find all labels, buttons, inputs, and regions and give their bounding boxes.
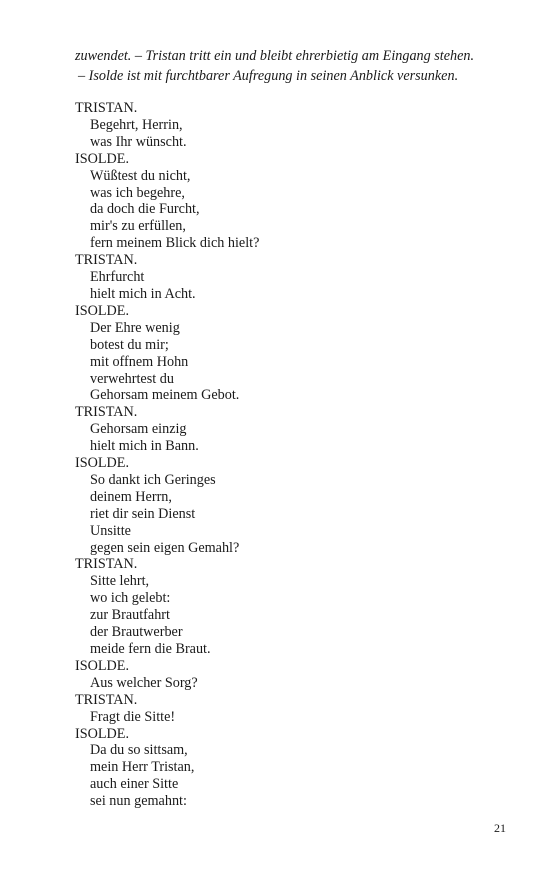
verse-line: auch einer Sitte <box>90 776 179 793</box>
verse-line: Gehorsam meinem Gebot. <box>90 387 240 404</box>
verse-line: Aus welcher Sorg? <box>90 674 198 691</box>
speech-block <box>75 404 515 455</box>
verse-line: mir's zu erfüllen, <box>90 218 186 235</box>
verse-line: botest du mir; <box>90 336 169 353</box>
speech-block <box>75 658 515 692</box>
verse-line: zur Brautfahrt <box>90 607 170 624</box>
stage-direction-line: – Isolde ist mit furchtbarer Aufregung in seinen Anblick versunken. <box>78 68 459 84</box>
speech-block <box>75 455 515 556</box>
speaker-name: TRISTAN. <box>75 556 138 573</box>
verse-line: gegen sein eigen Gemahl? <box>90 539 240 556</box>
speech-block <box>75 252 515 303</box>
speaker-name: ISOLDE. <box>75 302 129 319</box>
verse-line: Begehrt, Herrin, <box>90 116 183 133</box>
verse-line: meide fern die Braut. <box>90 641 211 657</box>
verse-line: mein Herr Tristan, <box>90 759 195 776</box>
speech-block <box>75 726 515 811</box>
speech-block <box>75 303 515 404</box>
verse-line: mit offnem Hohn <box>90 353 189 370</box>
speech-block <box>75 151 515 252</box>
page-number: 21 <box>494 821 506 835</box>
verse-line: Da du so sittsam, <box>90 742 188 759</box>
verse-line: Der Ehre wenig <box>90 319 180 336</box>
verse-line: Sitte lehrt, <box>90 573 150 590</box>
speaker-name: TRISTAN. <box>75 404 138 421</box>
verse-line: hielt mich in Acht. <box>90 285 196 302</box>
verse-line: da doch die Furcht, <box>90 201 200 218</box>
verse-line: der Brautwerber <box>90 624 183 641</box>
speaker-name: TRISTAN. <box>75 691 138 708</box>
speaker-name: TRISTAN. <box>75 252 138 269</box>
speaker-name: ISOLDE. <box>75 150 129 167</box>
stage-direction <box>75 46 515 86</box>
speaker-name: TRISTAN. <box>75 100 138 116</box>
speaker-name: ISOLDE. <box>75 657 129 674</box>
verse-line: Ehrfurcht <box>90 269 145 286</box>
verse-line: hielt mich in Bann. <box>90 438 199 455</box>
verse-line: was ich begehre, <box>90 184 185 201</box>
verse-line: So dankt ich Geringes <box>90 471 216 488</box>
verse-line: Gehorsam einzig <box>90 421 187 438</box>
speech-block <box>75 100 515 151</box>
verse-line: was Ihr wünscht. <box>90 133 187 150</box>
verse-line: deinem Herrn, <box>90 488 172 505</box>
verse-line: verwehrtest du <box>90 370 174 387</box>
speaker-name: ISOLDE. <box>75 725 129 742</box>
dialogue <box>75 100 515 810</box>
stage-direction-line: zuwendet. – Tristan tritt ein und bleibt ehrerbietig am Eingang stehen. <box>75 48 475 64</box>
speaker-name: ISOLDE. <box>75 455 129 472</box>
speech-block <box>75 556 515 657</box>
verse-line: fern meinem Blick dich hielt? <box>90 235 260 252</box>
speech-block <box>75 692 515 726</box>
verse-line: wo ich gelebt: <box>90 590 171 607</box>
verse-line: sei nun gemahnt: <box>90 793 187 810</box>
verse-line: Unsitte <box>90 522 131 539</box>
verse-line: Fragt die Sitte! <box>90 708 176 725</box>
verse-line: riet dir sein Dienst <box>90 505 196 522</box>
verse-line: Wüßtest du nicht, <box>90 167 191 184</box>
